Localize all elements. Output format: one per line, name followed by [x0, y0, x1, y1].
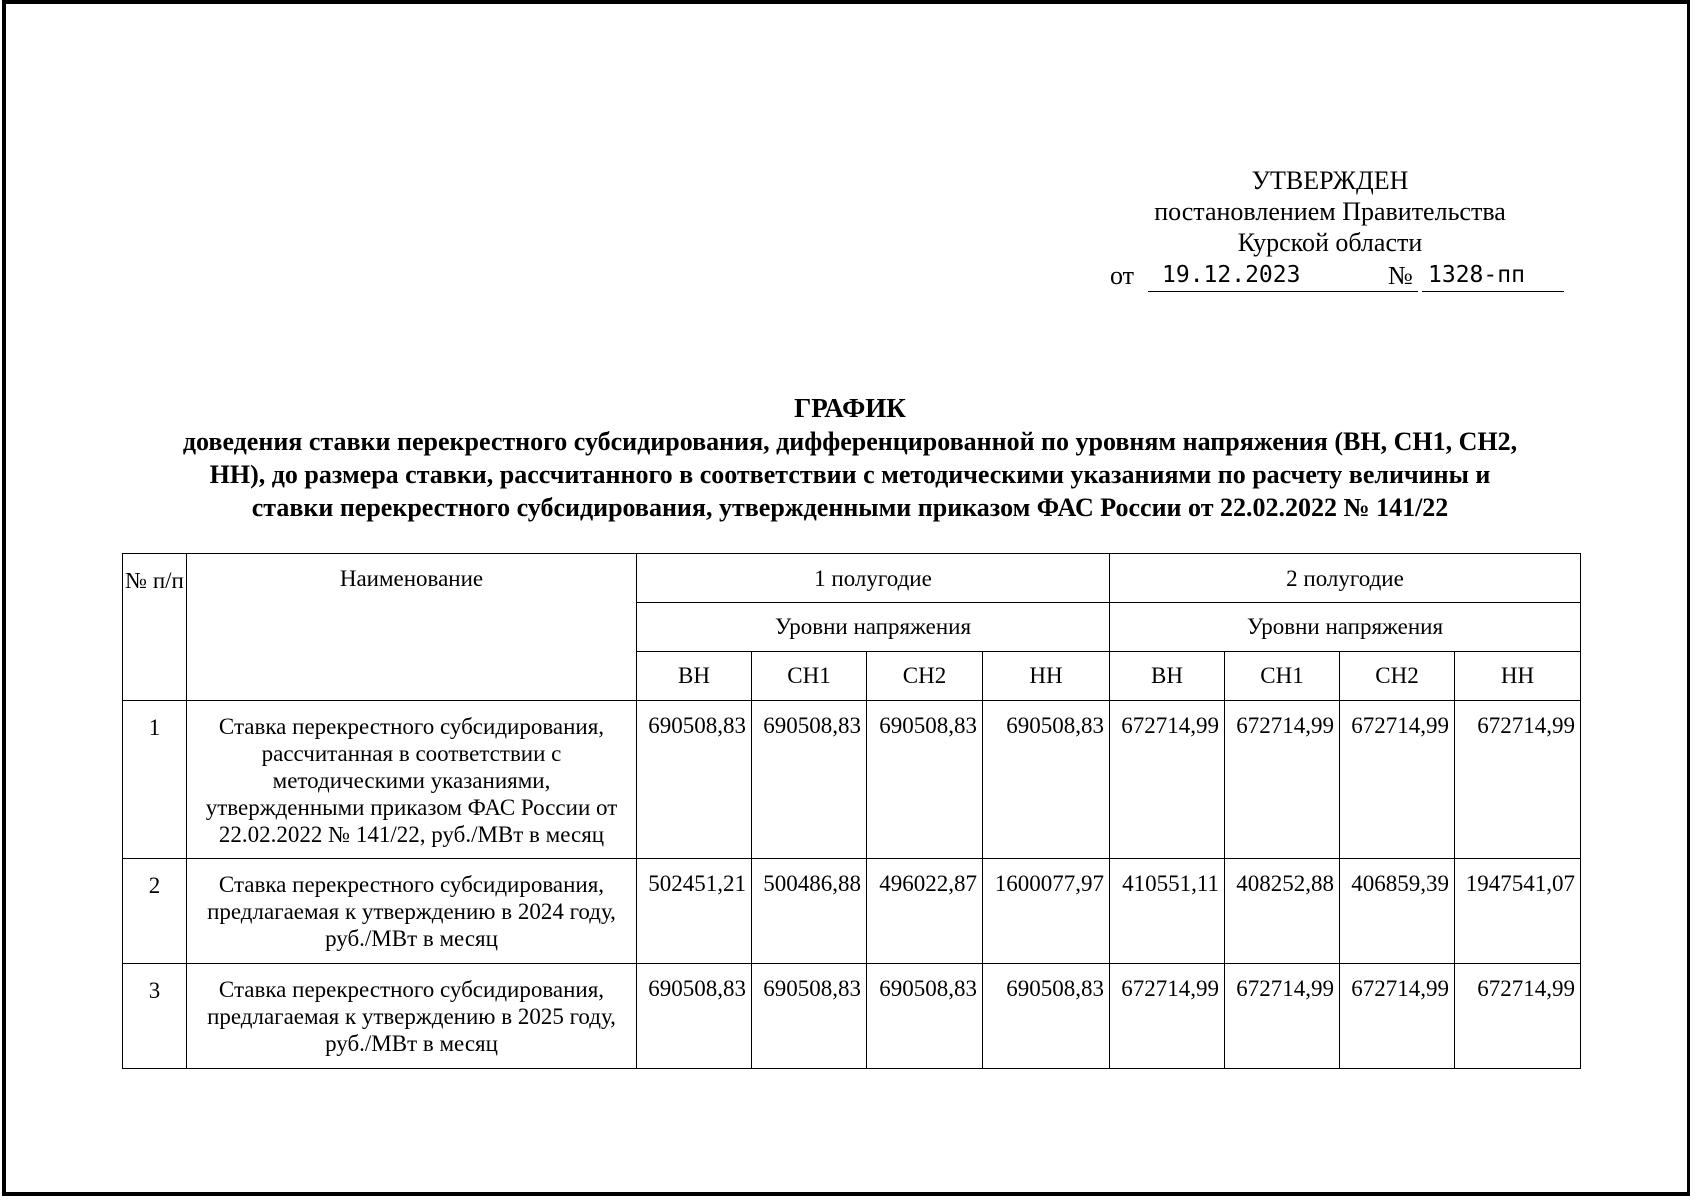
level-sn1-h2: СН1	[1225, 652, 1340, 701]
value-cell: 672714,99	[1455, 964, 1581, 1069]
number-prefix: №	[1388, 261, 1413, 290]
header-half-1: 1 полугодие	[637, 554, 1110, 603]
header-name: Наименование	[187, 554, 637, 701]
level-nn-h2: НН	[1455, 652, 1581, 701]
approval-date: 19.12.2023	[1148, 260, 1418, 292]
approval-date-line	[1110, 260, 1550, 291]
value-cell: 672714,99	[1340, 964, 1455, 1069]
value-cell: 690508,83	[637, 701, 752, 859]
value-cell: 500486,88	[752, 859, 867, 964]
level-vn-h1: ВН	[637, 652, 752, 701]
value-cell: 690508,83	[867, 701, 983, 859]
value-cell: 690508,83	[983, 701, 1110, 859]
level-sn2-h1: СН2	[867, 652, 983, 701]
value-cell: 690508,83	[983, 964, 1110, 1069]
value-cell: 410551,11	[1110, 859, 1225, 964]
value-cell: 672714,99	[1110, 964, 1225, 1069]
value-cell: 690508,83	[752, 701, 867, 859]
header-half-2: 2 полугодие	[1110, 554, 1581, 603]
level-sn2-h2: СН2	[1340, 652, 1455, 701]
value-cell: 690508,83	[637, 964, 752, 1069]
title-line-1: доведения ставки перекрестного субсидирования, дифференцированной по уровням напряжения (ВН, СН1, СН2,	[182, 427, 1518, 456]
row-number: 3	[123, 964, 187, 1069]
row-name: Ставка перекрестного субсидирования, предлагаемая к утверждению в 2025 году, руб./МВт в месяц	[187, 964, 637, 1069]
row-name: Ставка перекрестного субсидирования, рассчитанная в соответствии с методическими указаниями, утвержденными приказом ФАС России от 22.02.2022 № 141/22, руб./МВт в месяц	[187, 701, 637, 859]
value-cell: 408252,88	[1225, 859, 1340, 964]
value-cell: 672714,99	[1225, 964, 1340, 1069]
approval-number: 1328-пп	[1422, 260, 1564, 292]
value-cell: 672714,99	[1110, 701, 1225, 859]
value-cell: 496022,87	[867, 859, 983, 964]
value-cell: 690508,83	[867, 964, 983, 1069]
table-row	[123, 701, 1581, 859]
value-cell: 1600077,97	[983, 859, 1110, 964]
header-row-1	[123, 554, 1581, 603]
value-cell: 672714,99	[1340, 701, 1455, 859]
date-prefix: от	[1110, 261, 1135, 290]
table-row	[123, 964, 1581, 1069]
row-number: 1	[123, 701, 187, 859]
value-cell: 690508,83	[752, 964, 867, 1069]
title-line-2: НН), до размера ставки, рассчитанного в соответствии с методическими указаниями по расчету величины и	[209, 460, 1491, 489]
approval-title: УТВЕРЖДЕН	[1251, 166, 1409, 195]
header-num: № п/п	[123, 554, 187, 701]
document-title	[110, 392, 1590, 524]
level-vn-h2: ВН	[1110, 652, 1225, 701]
value-cell: 672714,99	[1225, 701, 1340, 859]
title-heading: ГРАФИК	[794, 393, 906, 423]
subsidy-schedule-table	[122, 553, 1581, 1069]
header-levels-half-1: Уровни напряжения	[637, 603, 1110, 652]
table-row	[123, 859, 1581, 964]
row-number: 2	[123, 859, 187, 964]
approval-authority: постановлением Правительства	[1154, 197, 1506, 226]
value-cell: 1947541,07	[1455, 859, 1581, 964]
level-nn-h1: НН	[983, 652, 1110, 701]
level-sn1-h1: СН1	[752, 652, 867, 701]
value-cell: 406859,39	[1340, 859, 1455, 964]
title-line-3: ставки перекрестного субсидирования, утвержденными приказом ФАС России от 22.02.2022 № 141/22	[251, 493, 1449, 522]
row-name: Ставка перекрестного субсидирования, предлагаемая к утверждению в 2024 году, руб./МВт в месяц	[187, 859, 637, 964]
approval-region: Курской области	[1237, 228, 1423, 257]
header-levels-half-2: Уровни напряжения	[1110, 603, 1581, 652]
approval-stamp	[1110, 165, 1550, 291]
value-cell: 502451,21	[637, 859, 752, 964]
value-cell: 672714,99	[1455, 701, 1581, 859]
